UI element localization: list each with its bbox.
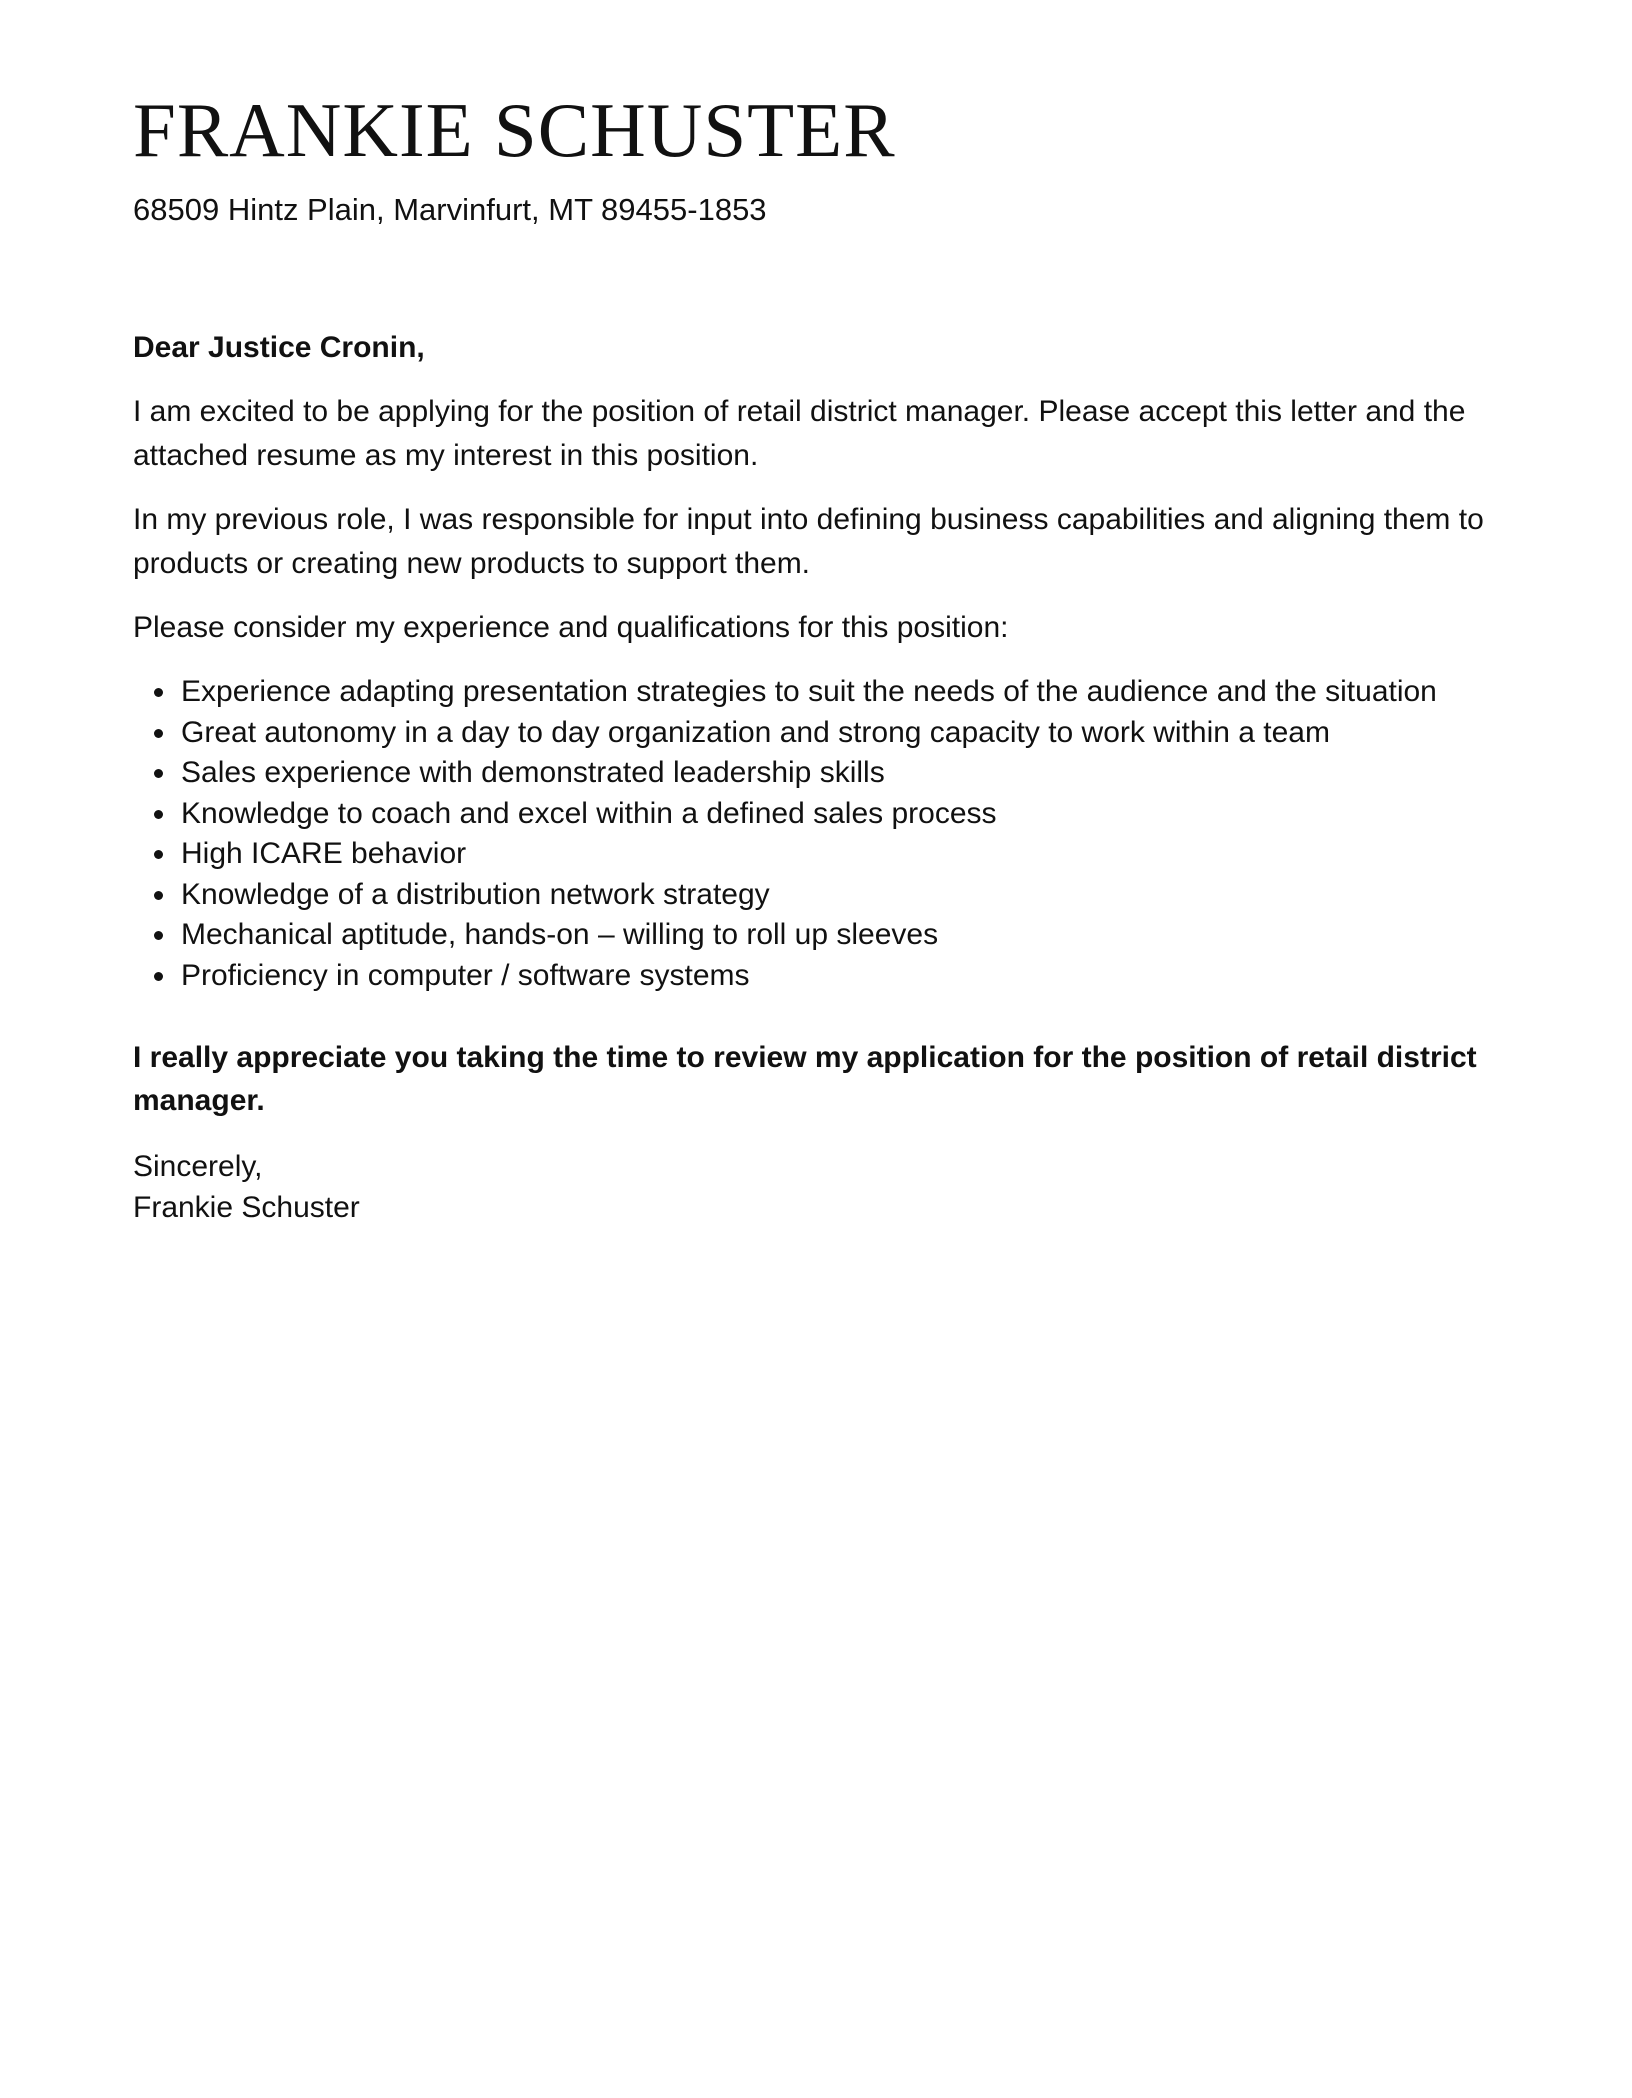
list-item-text: High ICARE behavior [181, 837, 467, 870]
bullet-icon [154, 810, 163, 819]
signoff-block [133, 1146, 1499, 1228]
list-item [133, 956, 1499, 997]
bullet-icon [154, 972, 163, 981]
signature-name: Frankie Schuster [133, 1191, 360, 1224]
list-item [133, 834, 1499, 875]
applicant-address: 68509 Hintz Plain, Marvinfurt, MT 89455-1853 [133, 192, 767, 227]
list-item-text: Knowledge of a distribution network strategy [181, 877, 770, 911]
signoff-text: Sincerely, [133, 1150, 263, 1183]
list-item-text: Mechanical aptitude, hands-on – willing to roll up sleeves [181, 918, 939, 951]
list-item [133, 713, 1499, 754]
list-item [133, 875, 1499, 916]
bullet-icon [154, 891, 163, 900]
list-item-text: Sales experience with demonstrated leadership skills [181, 756, 885, 789]
list-item-text: Knowledge to coach and excel within a defined sales process [181, 796, 997, 830]
bullet-icon [154, 931, 163, 940]
intro-paragraph: I am excited to be applying for the position of retail district manager. Please accept this letter and the attached resume as my interest in this position. [133, 395, 1466, 472]
list-item-text: Proficiency in computer / software systems [181, 958, 750, 992]
qualifications-intro: Please consider my experience and qualifications for this position: [133, 611, 1009, 644]
salutation: Dear Justice Cronin, [133, 331, 425, 364]
bullet-icon [154, 769, 163, 778]
closing-paragraph: I really appreciate you taking the time to review my application for the position of retail district manager. [133, 1041, 1477, 1117]
list-item [133, 915, 1499, 956]
bullet-icon [154, 729, 163, 738]
bullet-icon [154, 850, 163, 859]
list-item [133, 753, 1499, 794]
list-item-text: Great autonomy in a day to day organization and strong capacity to work within a team [181, 715, 1330, 749]
applicant-name: FRANKIE SCHUSTER [133, 87, 896, 173]
list-item [133, 794, 1499, 835]
list-item-text: Experience adapting presentation strategies to suit the needs of the audience and the situation [181, 675, 1437, 708]
experience-paragraph: In my previous role, I was responsible for input into defining business capabilities and aligning them to products or creating new products to support them. [133, 503, 1484, 580]
qualifications-list [133, 672, 1499, 996]
bullet-icon [154, 688, 163, 697]
list-item [133, 672, 1499, 713]
